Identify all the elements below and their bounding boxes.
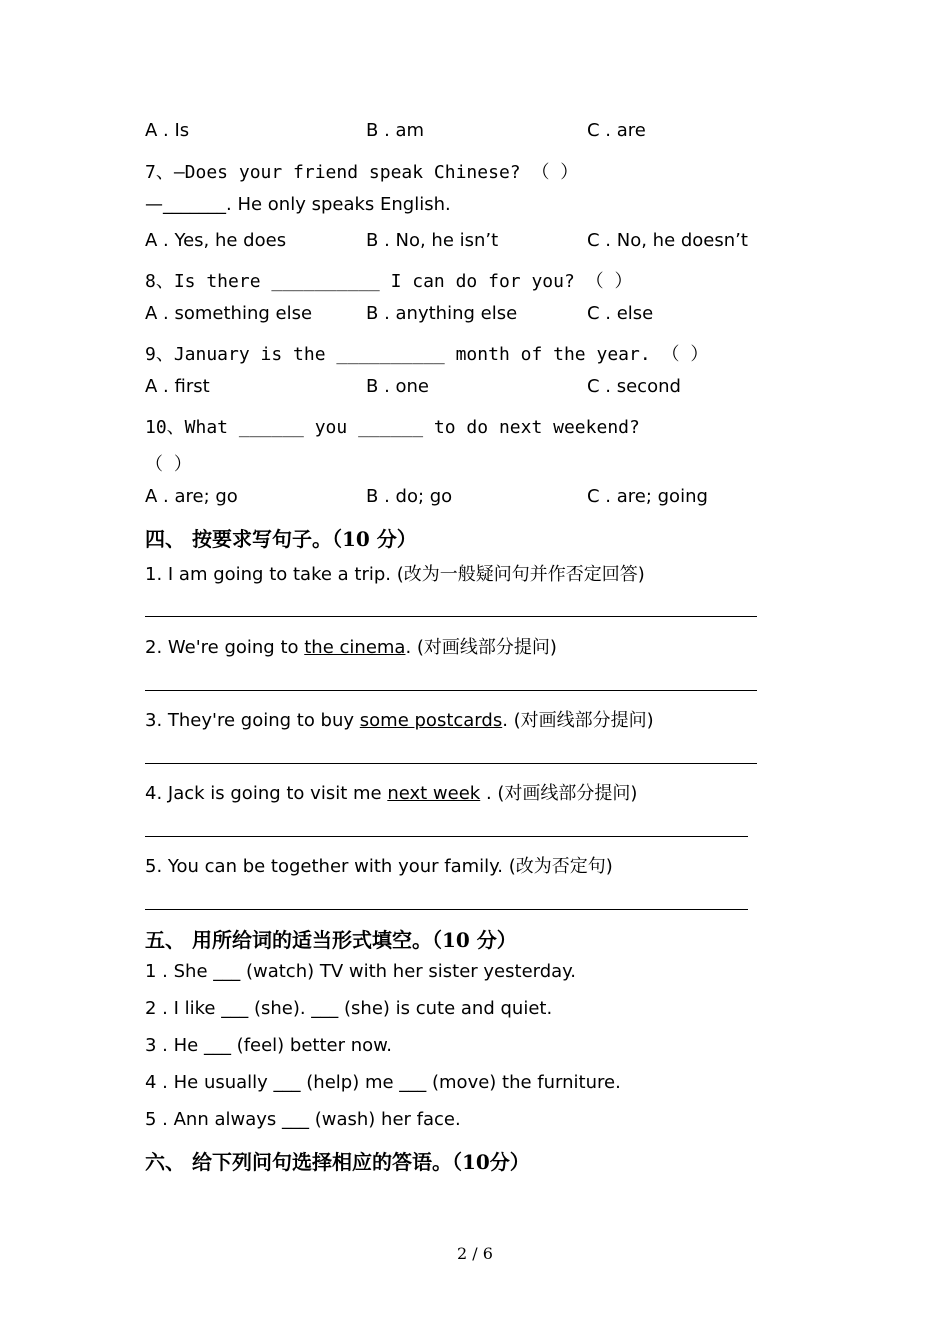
- item-text: 2. We're going to: [145, 637, 305, 658]
- answer-line: [145, 690, 757, 691]
- item-instruction: (改为否定句): [508, 856, 613, 877]
- item-instruction: . (对画线部分提问): [480, 783, 638, 804]
- section5-item-1: 1 . She ___ (watch) TV with her sister yesterday.: [145, 961, 576, 982]
- q7-option-a: A . Yes, he does: [145, 230, 287, 251]
- item-text: 3. They're going to buy: [145, 710, 360, 731]
- section4-item-4: [145, 779, 637, 805]
- q7-question: 7、—Does your friend speak Chinese? （ ）: [145, 162, 579, 183]
- section5-title: 五、 用所给词的适当形式填空。（10 分）: [145, 928, 517, 952]
- underlined-phrase: the cinema: [304, 637, 406, 658]
- q9-option-a: A . first: [145, 376, 210, 397]
- q7-option-b: B . No, he isn’t: [366, 230, 499, 251]
- page-number: 2 / 6: [457, 1244, 493, 1263]
- q8-question: 8、Is there __________ I can do for you? （ ）: [145, 271, 633, 292]
- q8-option-a: A . something else: [145, 303, 313, 324]
- answer-line: [145, 909, 748, 910]
- section5-item-2: 2 . I like ___ (she). ___ (she) is cute and quiet.: [145, 998, 553, 1019]
- q7-answer-line: —_______. He only speaks English.: [145, 194, 451, 215]
- section4-item-3: [145, 706, 654, 732]
- item-text: 5. You can be together with your family.: [145, 856, 509, 877]
- q8-option-b: B . anything else: [366, 303, 518, 324]
- section4-title: 四、 按要求写句子。（10 分）: [145, 527, 417, 551]
- answer-line: [145, 616, 757, 617]
- answer-line: [145, 763, 757, 764]
- q6-option-a: A . Is: [145, 120, 190, 141]
- q10-option-b: B . do; go: [366, 486, 453, 507]
- q10-question: 10、What ______ you ______ to do next weekend?: [145, 417, 640, 438]
- q9-option-c: C . second: [587, 376, 681, 397]
- section5-item-5: 5 . Ann always ___ (wash) her face.: [145, 1109, 461, 1130]
- item-instruction: . (对画线部分提问): [502, 710, 654, 731]
- underlined-phrase: next week: [387, 783, 481, 804]
- q7-option-c: C . No, he doesn’t: [587, 230, 748, 251]
- q6-option-b: B . am: [366, 120, 425, 141]
- section5-item-4: 4 . He usually ___ (help) me ___ (move) the furniture.: [145, 1072, 621, 1093]
- q10-option-c: C . are; going: [587, 486, 708, 507]
- q10-bracket: （ ）: [145, 454, 192, 475]
- q8-option-c: C . else: [587, 303, 654, 324]
- section6-title: 六、 给下列问句选择相应的答语。（10分）: [145, 1150, 530, 1174]
- section4-item-2: [145, 633, 557, 659]
- item-text: 4. Jack is going to visit me: [145, 783, 388, 804]
- item-text: 1. I am going to take a trip.: [145, 564, 397, 585]
- underlined-phrase: some postcards: [359, 710, 503, 731]
- section4-item-5: [145, 852, 613, 878]
- q10-option-a: A . are; go: [145, 486, 238, 507]
- q9-option-b: B . one: [366, 376, 430, 397]
- answer-line: [145, 836, 748, 837]
- item-instruction: (改为一般疑问句并作否定回答): [396, 564, 645, 585]
- section5-item-3: 3 . He ___ (feel) better now.: [145, 1035, 392, 1056]
- item-instruction: . (对画线部分提问): [405, 637, 557, 658]
- section4-item-1: [145, 560, 645, 586]
- q6-option-c: C . are: [587, 120, 646, 141]
- q9-question: 9、January is the __________ month of the year. （ ）: [145, 344, 709, 365]
